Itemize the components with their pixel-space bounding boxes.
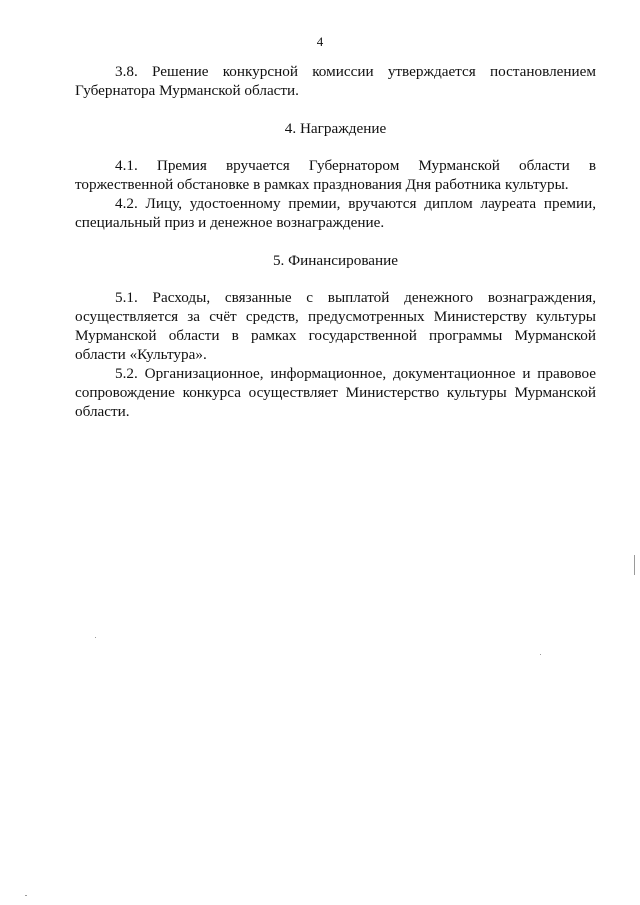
scan-mark [540, 654, 541, 655]
page-number: 4 [316, 34, 324, 49]
paragraph-4-1: 4.1. Премия вручается Губернатором Мурманской области в торжественной обстановке в рамках празднования Дня работника культуры. [75, 157, 596, 193]
document-body [75, 62, 596, 421]
scan-mark [634, 555, 635, 575]
paragraph-3-8: 3.8. Решение конкурсной комиссии утверждается постановлением Губернатора Мурманской области. [75, 63, 596, 99]
scan-mark [95, 637, 96, 638]
section-heading-awarding: 4. Награждение [284, 120, 387, 137]
paragraph-4-2: 4.2. Лицу, удостоенному премии, вручаются диплом лауреата премии, специальный приз и денежное вознаграждение. [75, 195, 596, 231]
paragraph-5-2: 5.2. Организационное, информационное, документационное и правовое сопровождение конкурса осуществляет Министерство культуры Мурманской области. [75, 365, 596, 420]
paragraph-5-1: 5.1. Расходы, связанные с выплатой денежного вознаграждения, осуществляется за счёт средств, предусмотренных Министерству культуры Мурманской области в рамках государственной программы Мурманской области «Культура». [75, 289, 596, 363]
scan-mark [25, 895, 27, 896]
section-heading-financing: 5. Финансирование [272, 252, 399, 269]
